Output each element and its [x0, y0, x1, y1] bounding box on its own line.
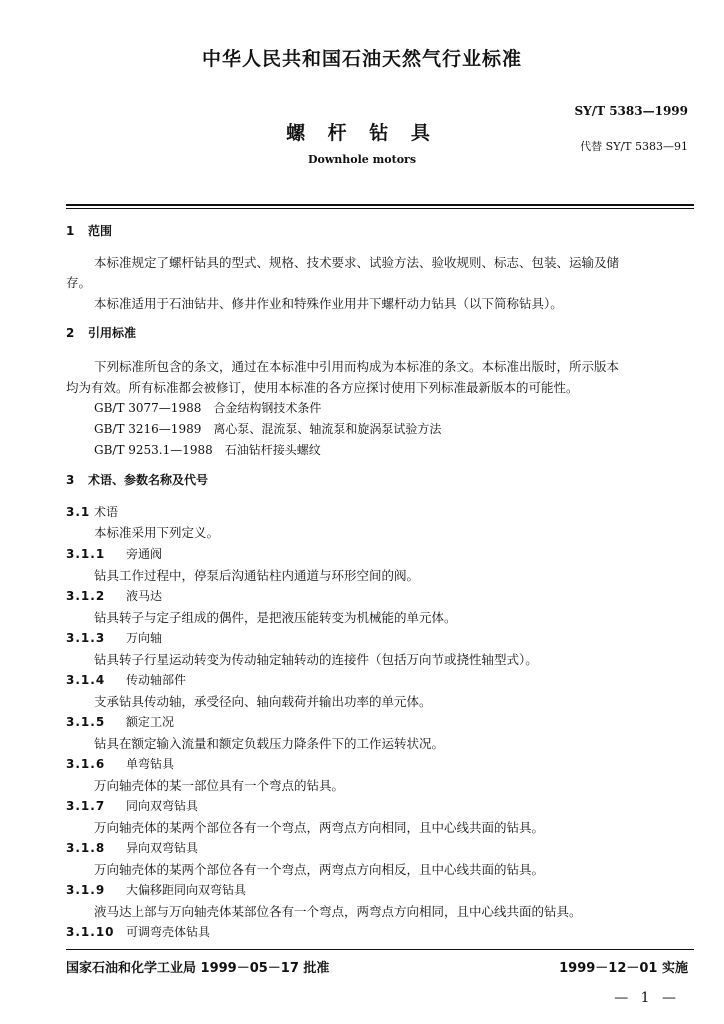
term-definition: 万向轴壳体的某一部位具有一个弯点的钻具。 — [94, 778, 345, 793]
term-number: 3.1.4 — [66, 673, 106, 687]
term-definition: 钻具转子与定子组成的偶件，是把液压能转变为机械能的单元体。 — [94, 610, 457, 625]
term-title: 同向双弯钻具 — [126, 799, 199, 813]
term-heading — [66, 881, 246, 898]
footer-rule — [66, 949, 694, 950]
term-number: 3.1.9 — [66, 883, 106, 897]
term-title: 传动轴部件 — [126, 673, 187, 687]
term-title: 旁通阀 — [126, 547, 163, 561]
subsection-title: 术语 — [94, 505, 119, 519]
header-rule-thin — [66, 208, 694, 209]
section-1-heading — [66, 222, 112, 239]
term-title: 异向双弯钻具 — [126, 841, 199, 855]
english-title: Downhole motors — [307, 153, 417, 166]
section-title: 术语、参数名称及代号 — [88, 473, 209, 487]
term-definition: 钻具工作过程中，停泵后沟通钻柱内通道与环形空间的阀。 — [94, 568, 420, 583]
term-title: 可调弯壳体钻具 — [126, 925, 211, 939]
term-title: 大偏移距同向双弯钻具 — [126, 883, 247, 897]
term-title: 液马达 — [126, 589, 163, 603]
term-heading — [66, 755, 174, 772]
term-number: 3.1.2 — [66, 589, 106, 603]
term-heading — [66, 545, 162, 562]
term-heading — [66, 839, 198, 856]
term-number: 3.1.10 — [66, 925, 115, 939]
term-heading — [66, 671, 186, 688]
term-number: 3.1.5 — [66, 715, 106, 729]
term-number: 3.1.7 — [66, 799, 106, 813]
section-2-paragraph-1: 下列标准所包含的条文，通过在本标准中引用而构成为本标准的条文。本标准出版时，所示版本 — [94, 359, 620, 374]
term-heading — [66, 923, 210, 940]
industry-standard-heading: 中华人民共和国石油天然气行业标准 — [201, 48, 522, 70]
section-1-paragraph-2: 本标准适用于石油钻井、修井作业和特殊作业用井下螺杆动力钻具（以下简称钻具）。 — [94, 296, 563, 311]
term-heading — [66, 713, 174, 730]
section-2-paragraph-1-cont: 均为有效。所有标准都会被修订，使用本标准的各方应探讨使用下列标准最新版本的可能性。 — [66, 380, 579, 395]
term-heading — [66, 587, 162, 604]
term-definition: 钻具转子行星运动转变为传动轴定轴转动的连接件（包括万向节或挠性轴型式）。 — [94, 652, 538, 667]
reference-item: GB/T 3077—1988 合金结构钢技术条件 — [94, 401, 322, 415]
term-heading — [66, 629, 162, 646]
subsection-3-1-heading — [66, 503, 118, 520]
implementation-date: 1999－12－01 实施 — [559, 961, 688, 976]
header-rule-thick — [66, 204, 694, 206]
section-title: 范围 — [88, 224, 113, 238]
section-number: 3 — [66, 473, 75, 487]
reference-item: GB/T 9253.1—1988 石油钻杆接头螺纹 — [94, 443, 321, 457]
replaces-standard: 代替 SY/T 5383—91 — [580, 140, 688, 153]
term-heading — [66, 797, 198, 814]
section-2-heading — [66, 324, 136, 341]
approval-date: 国家石油和化学工业局 1999－05－17 批准 — [66, 961, 330, 976]
standard-number: SY/T 5383—1999 — [574, 104, 688, 118]
section-title: 引用标准 — [88, 326, 137, 340]
reference-item: GB/T 3216—1989 离心泵、混流泵、轴流泵和旋涡泵试验方法 — [94, 422, 442, 436]
term-title: 单弯钻具 — [126, 757, 175, 771]
subsection-3-1-paragraph: 本标准采用下列定义。 — [94, 525, 220, 540]
term-definition: 钻具在额定输入流量和额定负载压力降条件下的工作运转状况。 — [94, 736, 445, 751]
term-number: 3.1.3 — [66, 631, 106, 645]
term-definition: 液马达上部与万向轴壳体某部位各有一个弯点，两弯点方向相同，且中心线共面的钻具。 — [94, 904, 582, 919]
section-number: 2 — [66, 326, 75, 340]
term-definition: 万向轴壳体的某两个部位各有一个弯点，两弯点方向相反，且中心线共面的钻具。 — [94, 862, 545, 877]
section-number: 1 — [66, 224, 75, 238]
section-1-paragraph-1-cont: 存。 — [66, 275, 92, 290]
term-number: 3.1.1 — [66, 547, 106, 561]
term-number: 3.1.6 — [66, 757, 106, 771]
page-number: — 1 — — [614, 990, 680, 1006]
term-definition: 万向轴壳体的某两个部位各有一个弯点，两弯点方向相同，且中心线共面的钻具。 — [94, 820, 545, 835]
term-definition: 支承钻具传动轴，承受径向、轴向载荷并输出功率的单元体。 — [94, 694, 432, 709]
subsection-number: 3.1 — [66, 505, 91, 519]
document-title: 螺 杆 钻 具 — [286, 122, 438, 144]
section-1-paragraph-1: 本标准规定了螺杆钻具的型式、规格、技术要求、试验方法、验收规则、标志、包装、运输及储 — [94, 255, 620, 270]
term-title: 万向轴 — [126, 631, 163, 645]
term-title: 额定工况 — [126, 715, 175, 729]
section-3-heading — [66, 471, 208, 488]
term-number: 3.1.8 — [66, 841, 106, 855]
